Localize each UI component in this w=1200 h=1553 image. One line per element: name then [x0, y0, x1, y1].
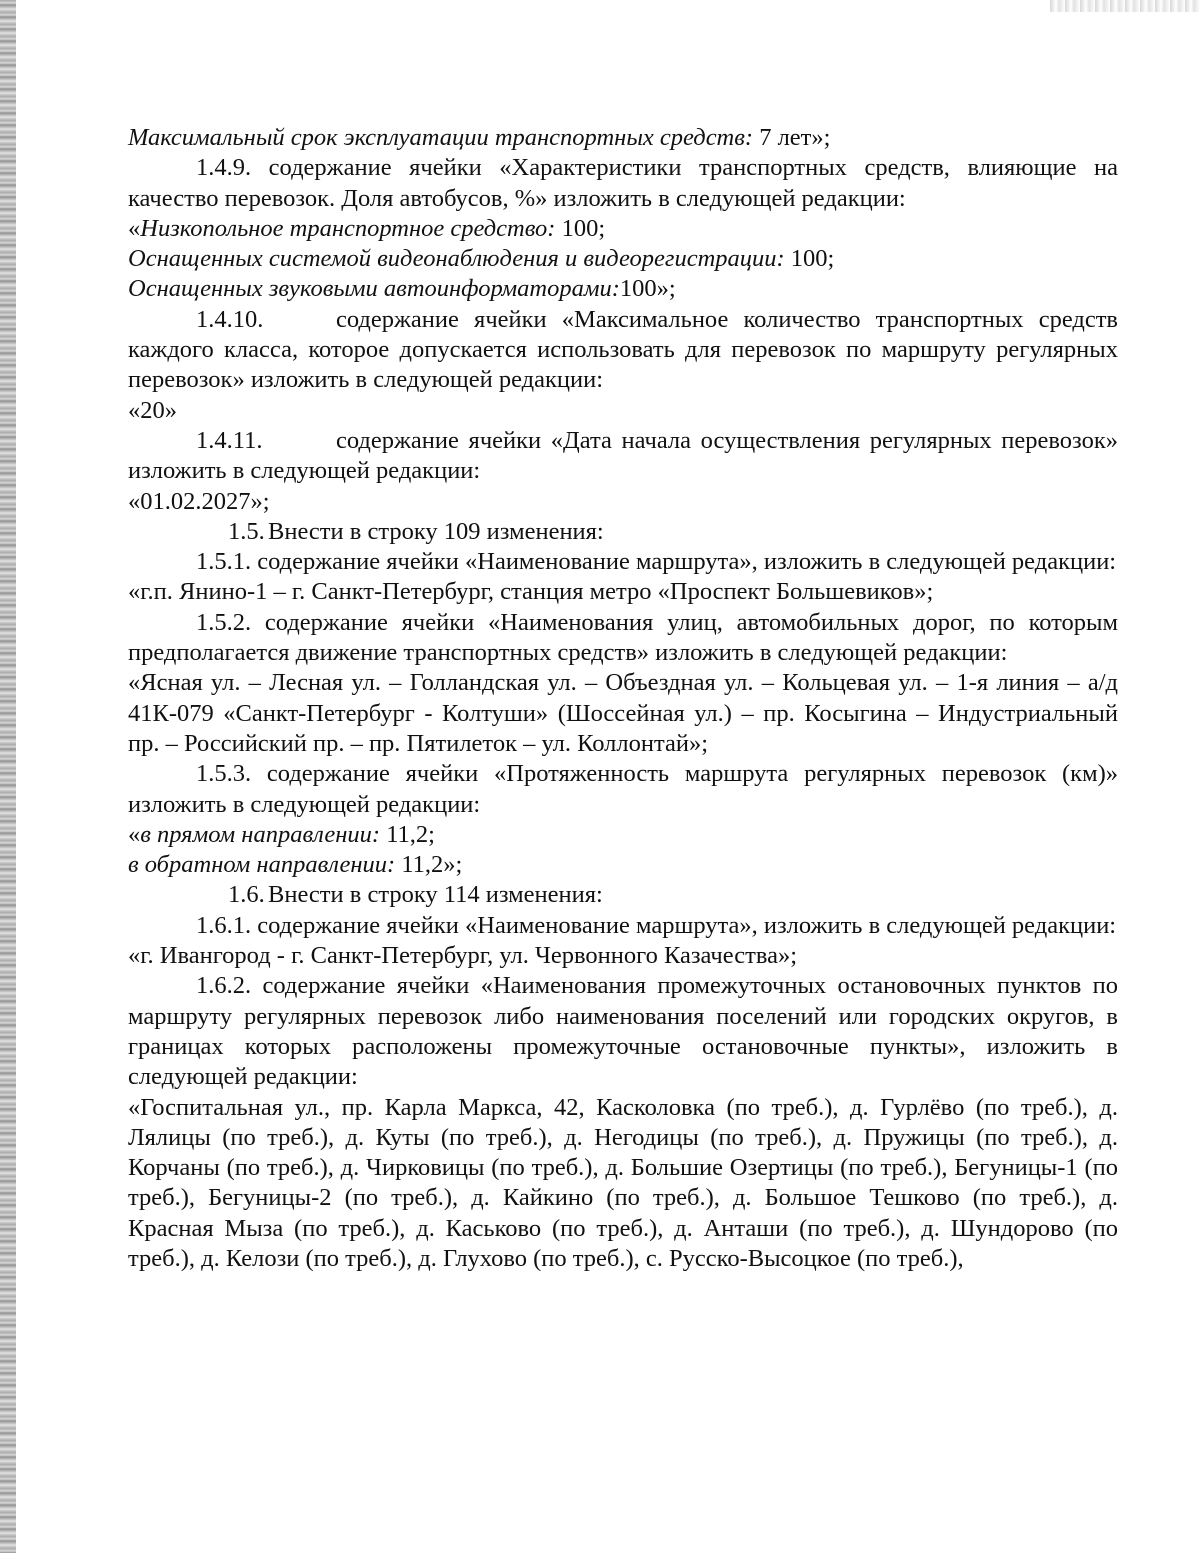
- paragraph-max-service-life: Максимальный срок эксплуатации транспортных средств: 7 лет»;: [128, 124, 831, 151]
- paragraph-audio-informers: Оснащенных звуковыми автоинформаторами:100»;: [128, 275, 676, 303]
- paragraph-1-5: 1.5. Внести в строку 109 изменения:: [228, 517, 604, 545]
- paragraph-1-4-10: 1.4.10. содержание ячейки «Максимальное количество транспортных средств каждого класса, которое допускается использовать для перевозок по маршруту регулярных перевозок» изложить в следующей редакции:: [128, 305, 1118, 394]
- paragraph-stops-list: «Госпитальная ул., пр. Карла Маркса, 42, Касколовка (по треб.), д. Гурлёво (по треб.), д. Лялицы (по треб.), д. Куты (по треб.), д. Негодицы (по треб.), д. Пружицы (по треб.), д. Корчаны (по треб.), д. Чирковицы (по треб.), д. Большие Озертицы (по треб.), Бегуницы-1 (по треб.), Бегуницы-2 (по треб.), д. Кайкино (по треб.), д. Большое Тешково (по треб.), д. Красная Мыза (по треб.), д. Каськово (по треб.), д. Анташи (по треб.), д. Шундорово (по треб.), д. Келози (по треб.), д. Глухово (по треб.), с. Русско-Высоцкое (по треб.),: [128, 1093, 1118, 1272]
- paragraph-start-date: «01.02.2027»;: [128, 487, 270, 515]
- paragraph-video: Оснащенных системой видеонаблюдения и видеорегистрации: 100;: [128, 245, 835, 273]
- paragraph-value-20: «20»: [128, 396, 177, 424]
- paragraph-1-5-2: 1.5.2. содержание ячейки «Наименования улиц, автомобильных дорог, по которым предполагается движение транспортных средств» изложить в следующей редакции:: [128, 608, 1118, 667]
- scan-corner-noise: [1050, 0, 1200, 12]
- document-page: [128, 123, 1118, 1274]
- paragraph-1-6-2: 1.6.2. содержание ячейки «Наименования промежуточных остановочных пунктов по маршруту регулярных перевозок либо наименования поселений или городских округов, в границах которых расположены промежуточные остановочные пункты», изложить в следующей редакции:: [128, 972, 1118, 1091]
- paragraph-low-floor: «Низкопольное транспортное средство: 100;: [128, 214, 606, 242]
- paragraph-1-4-11: 1.4.11. содержание ячейки «Дата начала осуществления регулярных перевозок» изложить в следующей редакции:: [128, 426, 1118, 485]
- paragraph-1-4-9: 1.4.9. содержание ячейки «Характеристики транспортных средств, влияющие на качество перевозок. Доля автобусов, %» изложить в следующей редакции:: [128, 154, 1118, 212]
- paragraph-route-yanino: «г.п. Янино-1 – г. Санкт-Петербург, станция метро «Проспект Большевиков»;: [128, 578, 934, 606]
- paragraph-street-list: «Ясная ул. – Лесная ул. – Голландская ул. – Объездная ул. – Кольцевая ул. – 1-я линия – а/д 41К-079 «Санкт-Петербург - Колтуши» (Шоссейная ул.) – пр. Косыгина – Индустриальный пр. – Российский пр. – пр. Пятилеток – ул. Коллонтай»;: [128, 669, 1118, 757]
- paragraph-route-ivangorod: «г. Ивангород - г. Санкт-Петербург, ул. Червонного Казачества»;: [128, 942, 798, 970]
- paragraph-forward-length: «в прямом направлении: 11,2;: [128, 820, 435, 848]
- paragraph-reverse-length: в обратном направлении: 11,2»;: [128, 851, 463, 879]
- scan-edge-shadow: [0, 0, 16, 1553]
- paragraph-1-6: 1.6. Внести в строку 114 изменения:: [228, 881, 603, 909]
- paragraph-1-5-1: 1.5.1. содержание ячейки «Наименование маршрута», изложить в следующей редакции:: [196, 548, 1117, 576]
- paragraph-1-5-3: 1.5.3. содержание ячейки «Протяженность маршрута регулярных перевозок (км)» изложить в следующей редакции:: [128, 760, 1118, 818]
- paragraph-1-6-1: 1.6.1. содержание ячейки «Наименование маршрута», изложить в следующей редакции:: [196, 911, 1117, 939]
